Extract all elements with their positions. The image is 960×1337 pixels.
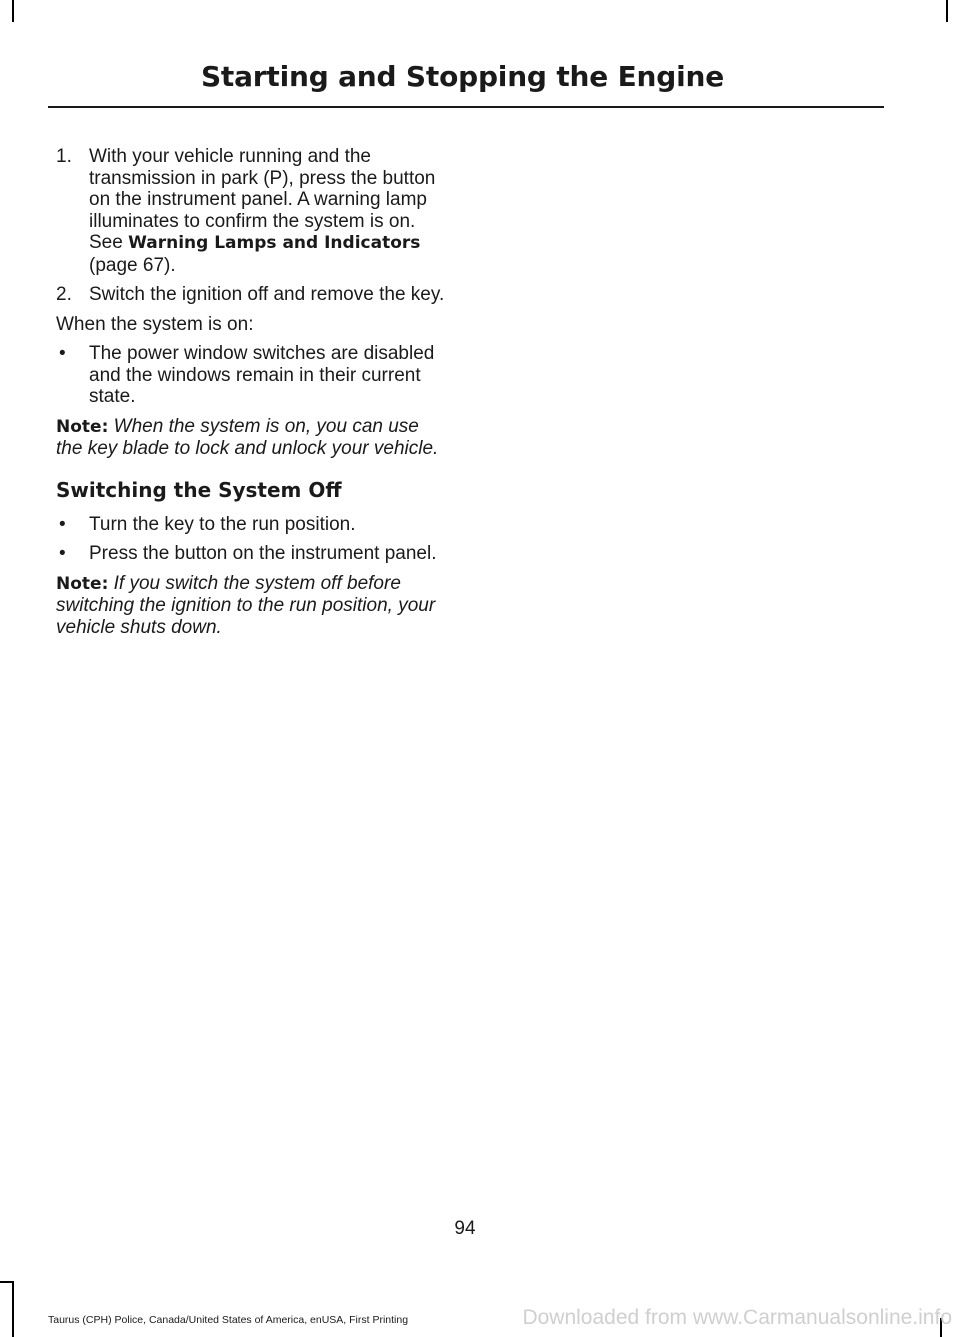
main-content (56, 146, 450, 646)
bullet-glyph: • (59, 513, 66, 535)
page-title: Starting and Stopping the Engine (200, 60, 724, 93)
bullet-text: Press the button on the instrument panel. (89, 543, 437, 564)
item-number: 1. (56, 146, 72, 167)
bullet-text: Turn the key to the run position. (89, 513, 356, 535)
note (56, 573, 450, 639)
body-paragraph: When the system is on: (56, 313, 254, 335)
crop-mark (12, 1283, 14, 1337)
item-text: With your vehicle running and the transmission in park (P), press the button on the instrument panel. A warning lamp illuminates to confirm the system is on. See (89, 146, 436, 253)
cross-reference-link[interactable]: Warning Lamps and Indicators (128, 233, 421, 253)
page-header (48, 58, 884, 108)
bullet-item (56, 543, 450, 565)
crop-mark (12, 0, 14, 22)
item-text: Switch the ignition off and remove the key. (89, 284, 445, 305)
bullet-text: The power window switches are disabled and the windows remain in their current state. (89, 343, 435, 407)
numbered-item (56, 146, 450, 276)
edition-footer: Taurus (CPH) Police, Canada/United States of America, enUSA, First Printing (48, 1314, 409, 1326)
page-number: 94 (454, 1218, 476, 1239)
watermark: Downloaded from www.Carmanualsonline.info (522, 1306, 952, 1329)
item-number: 2. (56, 284, 72, 305)
note-label: Note: (56, 416, 109, 437)
note-text: When the system is on, you can use the key blade to lock and unlock your vehicle. (56, 415, 439, 459)
page-reference: (page 67). (89, 254, 176, 276)
section-heading: Switching the System Off (56, 477, 342, 502)
bullet-item (56, 514, 450, 536)
bullet-item (56, 343, 450, 408)
crop-mark (946, 0, 948, 22)
crop-mark (0, 1281, 14, 1283)
note-text: If you switch the system off before switching the ignition to the run position, your vehicle shuts down. (56, 572, 436, 638)
bullet-glyph: • (59, 543, 66, 564)
numbered-item (56, 284, 450, 306)
note (56, 416, 450, 460)
note-label: Note: (56, 573, 109, 594)
bullet-glyph: • (59, 343, 66, 364)
